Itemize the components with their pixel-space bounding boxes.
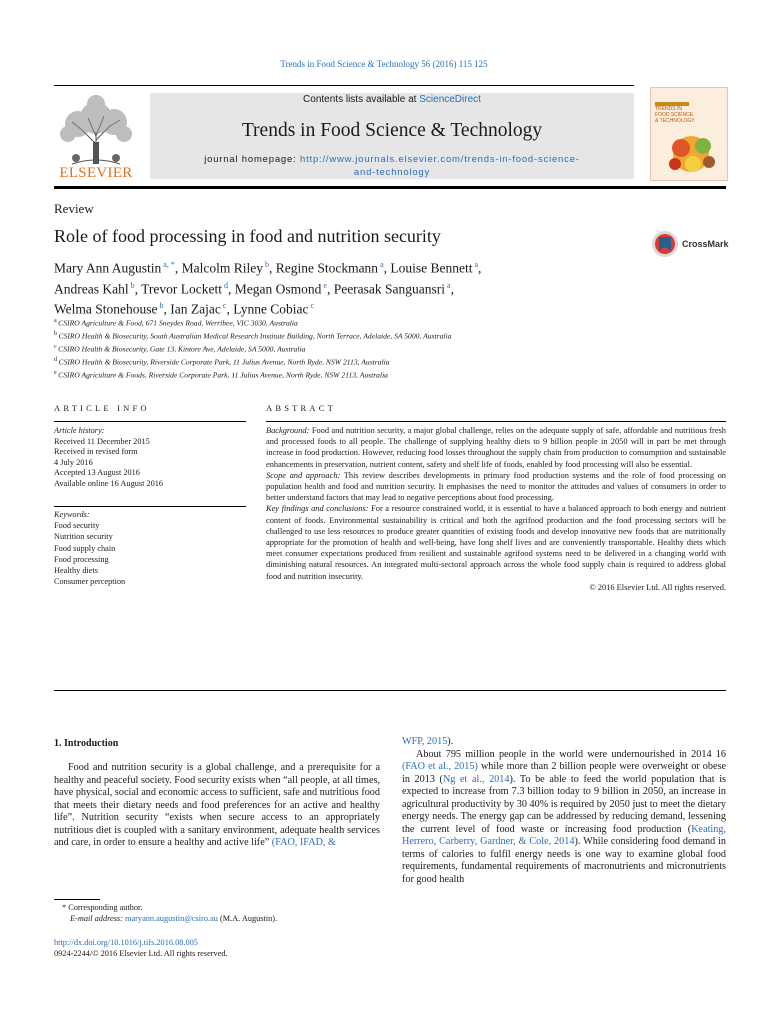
author-separator: , (268, 260, 276, 276)
section-heading-introduction: 1. Introduction (54, 738, 119, 749)
author-name[interactable]: Trevor Lockett (141, 281, 222, 296)
keyword-item: Nutrition security (54, 532, 113, 542)
author-name[interactable]: Ian Zajac (170, 301, 221, 317)
history-item: 4 July 2016 (54, 457, 93, 467)
email-line (54, 914, 384, 925)
author-separator: , (383, 260, 391, 276)
header-thick-rule (54, 186, 726, 189)
scope-label: Scope and approach: (266, 470, 341, 480)
article-history (54, 426, 246, 490)
affiliation-item (54, 342, 734, 355)
keywords-label: Keywords: (54, 510, 90, 519)
affiliation-key: b (54, 331, 59, 338)
affiliations (54, 316, 734, 381)
author-name[interactable]: Peerasak Sanguansri (333, 281, 446, 296)
author-name[interactable]: Welma Stonehouse (54, 301, 158, 317)
footnote (54, 903, 384, 924)
affiliation-text: CSIRO Agriculture & Foods, Riverside Corporate Park, 11 Julius Avenue, North Ryde, NSW 2113, Australia (58, 370, 388, 380)
abstract-heading: ABSTRACT (266, 403, 336, 413)
keywords (54, 509, 246, 587)
affiliation-key: d (54, 357, 59, 364)
author-separator: , (478, 260, 482, 276)
article-info-heading: ARTICLE INFO (54, 403, 150, 413)
author-affiliation-marker[interactable]: a (472, 260, 479, 269)
author-affiliation-marker[interactable]: b (157, 301, 164, 310)
article-title: Role of food processing in food and nutrition security (54, 226, 441, 246)
keyword-item: Food processing (54, 554, 109, 564)
p2-text-4: ). While considering food demand in terms of calories to fulfil energy needs is one way to examine global food requirements, fundamental requirements of macronutrients and micronutrients for good health (402, 836, 726, 885)
author-affiliation-marker[interactable]: c (308, 301, 315, 310)
cover-title-2: FOOD SCIENCE (655, 112, 694, 118)
intro-paragraph-2 (402, 749, 726, 887)
history-label: Article history: (54, 426, 105, 435)
scope-text: This review describes developments in primary food production systems and the role of food processing on population health and food and nutrition security. It emphasises the need to monitor the attitudes and values of consumers in order to better understand factors that may lead to negative perceptions about food processing. (266, 470, 726, 503)
affiliation-key: a (54, 318, 59, 324)
cover-title-3: & TECHNOLOGY (655, 118, 695, 124)
contents-available-line (150, 94, 634, 105)
p2-text-3: ). To be able to feed the world population that is expected to increase from 7.3 billion today to 9 billion in 2050, an increase in agricultural productivity by 30 40% is required by 2050 just to meet the dietary energy needs. The energy gap can be addressed by reducing demand, lessening the current level of food waste or increasing food production ( (402, 773, 726, 835)
author-affiliation-marker[interactable]: c (220, 301, 227, 310)
journal-homepage (150, 153, 634, 179)
affiliation-text: CSIRO Health & Biosecurity, Gate 13, Kintore Ave, Adelaide, SA 5000, Australia (58, 344, 306, 354)
ref-keating-2014[interactable]: Keating, Herrero, Carberry, Gardner, & Cole, 2014 (402, 823, 726, 847)
author-affiliation-marker[interactable]: a, * (161, 260, 175, 269)
doi-block (54, 938, 384, 959)
author-separator: , (226, 301, 234, 317)
authors-line-3 (54, 297, 614, 318)
affiliation-text: CSIRO Health & Biosecurity, South Australian Medical Research Institute Building, North Terrace, Adelaide, SA 5000, Australia (58, 331, 452, 341)
author-name[interactable]: Malcolm Riley (181, 260, 263, 276)
author-separator: , (326, 281, 334, 296)
affiliation-text: CSIRO Agriculture & Food, 671 Sneydes Road, Werribee, VIC 3030, Australia (58, 318, 298, 328)
sciencedirect-link[interactable]: ScienceDirect (419, 94, 481, 105)
author-name[interactable]: Andreas Kahl (54, 281, 129, 296)
crossmark-label[interactable]: CrossMark (682, 239, 729, 249)
affiliation-key: c (54, 344, 59, 351)
affiliation-item (54, 355, 734, 368)
background-label: Background: (266, 426, 310, 435)
keywords-rule (54, 506, 246, 507)
affiliation-key: e (54, 370, 59, 377)
abstract-bottom-rule (54, 690, 726, 691)
body-column-right (402, 736, 726, 886)
author-list (54, 256, 614, 318)
background-text: Food and nutrition security, a major global challenge, relies on the adequate supply of safe, affordable and nutritious fresh and processed foods to all people. The challenge of supplying healthy diets to 9 billion people in 2050 will in part be met through increase in food production. However, reducing food losses throughout the supply chain from production to consumption and sustainable enhancements in preservation, nutrient content, safety and shelf life of foods, enabled by food processing will also be essential. (266, 426, 726, 469)
authors-line-1 (54, 256, 614, 277)
corresponding-author: * Corresponding author. (62, 903, 143, 912)
doi-link[interactable]: http://dx.doi.org/10.1016/j.tifs.2016.08.005 (54, 938, 198, 947)
history-item: Received in revised form (54, 447, 138, 457)
journal-title: Trends in Food Science & Technology (241, 120, 543, 141)
article-type: Review (54, 201, 94, 216)
affiliation-item (54, 316, 734, 329)
abstract-background (266, 425, 726, 470)
findings-text: For a resource constrained world, it is essential to have a balanced approach to both energy and nutrient content of foods. Environmental sustainability is critical and both the agrifood production and the food processing sectors will be challenged to use less resources to produce greater quantities of existing foods and develop innovative new foods that are nutritionally appropriate for the promotion of health and well-being, have long shelf lives and are conveniently transportable. Healthy diets which meet consumer expectations produced from resilient and sustainable agrifood systems need to be delivered in a changing world with diminishing natural resources. An integrated multi-sectoral approach across the whole food supply chain is required to address global food and nutrition insecurity. (266, 504, 727, 581)
email-link[interactable]: maryann.augustin@csiro.au (125, 913, 218, 923)
affiliation-text: CSIRO Health & Biosecurity, Riverside Corporate Park, 11 Julius Avenue, North Ryde, NSW 2113, Australia (58, 357, 390, 367)
author-separator: , (134, 281, 142, 296)
affiliation-item (54, 368, 734, 381)
author-affiliation-marker[interactable]: a (445, 280, 451, 290)
keyword-item: Food supply chain (54, 543, 116, 553)
email-label: E-mail address: (70, 913, 123, 923)
top-rule (54, 85, 634, 86)
abstract-rule (266, 421, 726, 422)
history-item: Accepted 13 August 2016 (54, 468, 140, 478)
intro-paragraph-1-cont (402, 736, 726, 749)
author-affiliation-marker[interactable]: d (222, 280, 228, 290)
author-affiliation-marker[interactable]: b (128, 280, 135, 290)
ref-fao-ifad[interactable]: (FAO, IFAD, & (271, 837, 336, 848)
keyword-item: Healthy diets (54, 566, 99, 576)
homepage-url-line2[interactable]: and-technology (353, 167, 431, 178)
ref-ng-2014[interactable]: Ng et al., 2014 (442, 773, 510, 785)
author-affiliation-marker[interactable]: a (378, 260, 384, 269)
cover-title-1: TRENDS IN (655, 106, 682, 112)
cover-art (651, 88, 727, 180)
abstract-scope (266, 470, 726, 504)
intro-paragraph-1 (54, 762, 380, 850)
affiliation-item (54, 329, 734, 342)
journal-citation[interactable]: Trends in Food Science & Technology 56 (2016) 115 125 (280, 59, 488, 69)
author-name[interactable]: Megan Osmond (234, 281, 322, 296)
email-suffix: (M.A. Augustin). (217, 913, 278, 923)
ref-fao-2015[interactable]: (FAO et al., 2015) (402, 761, 478, 772)
footnote-rule (54, 899, 100, 900)
journal-cover-image (650, 87, 728, 181)
author-name[interactable]: Lynne Cobiac (233, 301, 309, 317)
issn-line: 0924-2244/© 2016 Elsevier Ltd. All rights reserved. (54, 948, 228, 958)
abstract-findings (266, 503, 726, 581)
article-info-rule (54, 421, 246, 422)
elsevier-wordmark: ELSEVIER (59, 165, 133, 181)
findings-label: Key findings and conclusions: (266, 504, 369, 514)
homepage-label: journal homepage: (204, 154, 297, 165)
contents-prefix: Contents lists available at (303, 94, 417, 105)
intro-text: Food and nutrition security is a global challenge, and a prerequisite for a healthy and peaceful society. Food security exists when “all people, at all times, have physical, social and economic access to sufficient, safe and nutritious food that meets their dietary needs and food preferences for an active and healthy life”. Nutrition security “exists when secure access to an appropriately nutritious diet is coupled with a sanitary environment, adequate health services and care, in order to ensure a healthy and active life” (54, 762, 380, 848)
ref-close: ). (447, 736, 454, 747)
author-separator: , (163, 301, 171, 317)
homepage-url-line1[interactable]: http://www.journals.elsevier.com/trends-in-food-science- (299, 154, 580, 165)
author-separator: , (228, 281, 235, 296)
author-name[interactable]: Louise Bennett (390, 260, 473, 276)
keyword-item: Food security (54, 521, 100, 531)
author-name[interactable]: Mary Ann Augustin (54, 260, 162, 276)
author-separator: , (450, 281, 454, 296)
author-affiliation-marker[interactable]: b (262, 260, 269, 269)
keyword-item: Consumer perception (54, 577, 126, 587)
author-name[interactable]: Regine Stockmann (275, 260, 379, 276)
p2-text-1: About 795 million people in the world were undernourished in 2014 16 (416, 748, 726, 760)
abstract-body (266, 425, 726, 593)
p2-text-2: while more than 2 billion people were overweight or obese in 2013 ( (402, 761, 726, 785)
author-separator: , (174, 260, 182, 276)
body-column-left (54, 762, 380, 850)
ref-wfp-2015[interactable]: WFP, 2015 (402, 736, 448, 747)
author-affiliation-marker[interactable]: e (321, 280, 327, 290)
authors-line-2 (54, 277, 614, 298)
abstract-copyright: © 2016 Elsevier Ltd. All rights reserved. (589, 582, 726, 592)
history-item: Received 11 December 2015 (54, 436, 150, 446)
history-item: Available online 16 August 2016 (54, 478, 164, 488)
